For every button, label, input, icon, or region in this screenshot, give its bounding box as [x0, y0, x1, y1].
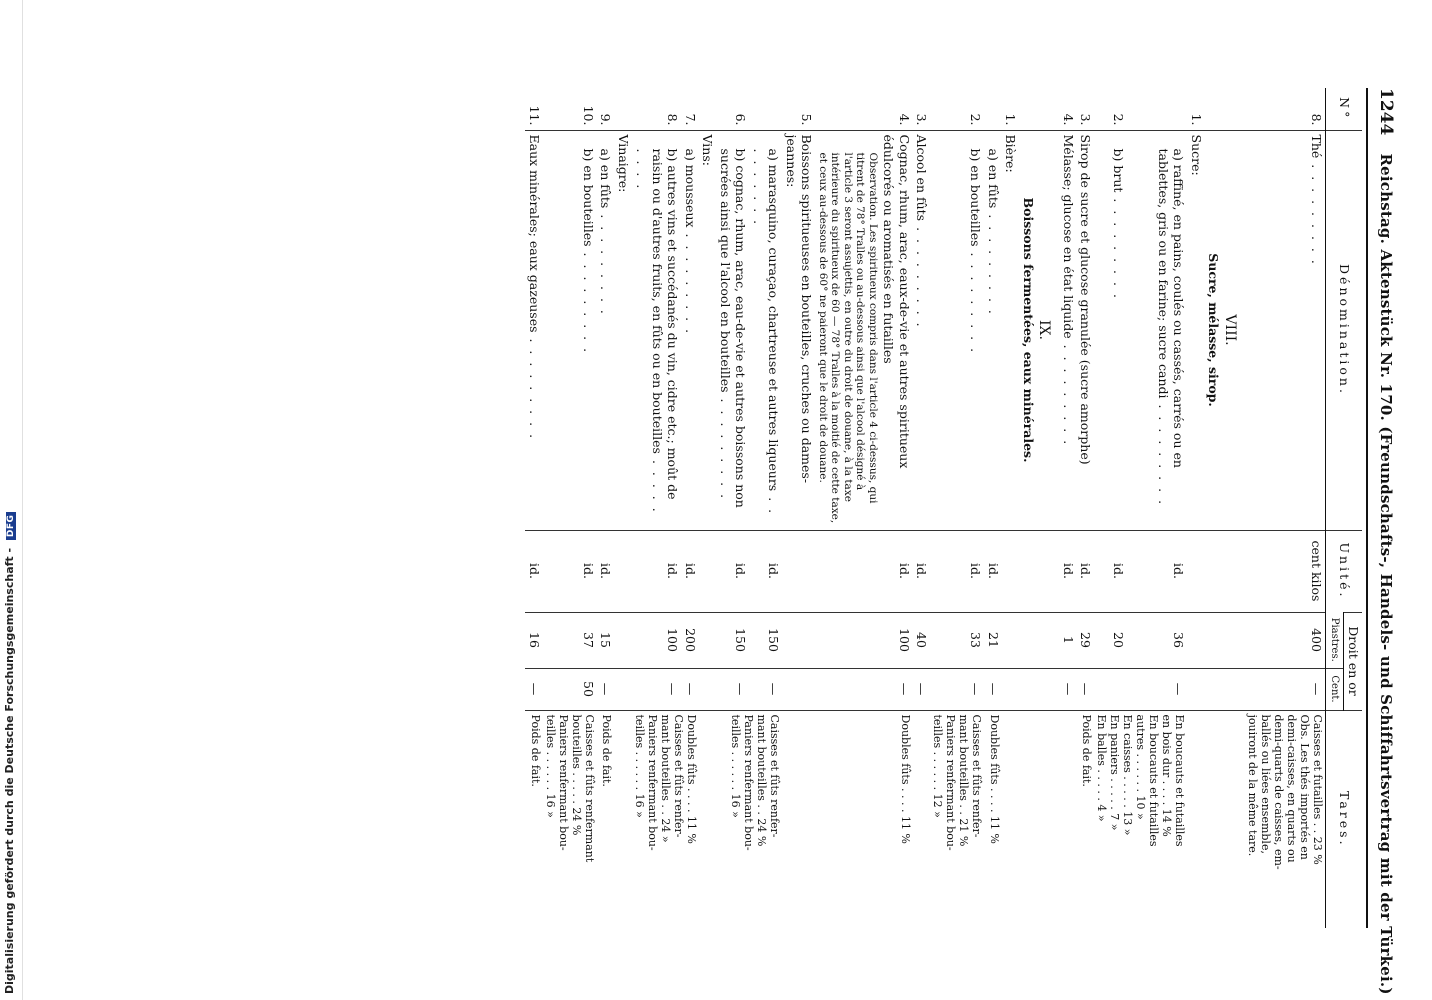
table-row: 1. Sucre:	[1188, 88, 1206, 928]
table-row: 1. Bière:	[1002, 88, 1020, 928]
header-tares: Tares.	[1326, 710, 1363, 928]
section-heading-viii	[1205, 88, 1245, 928]
table-row	[1245, 88, 1326, 928]
table-row: 10. b) en bouteilles . . . id. 37 50 Caisses et fûts renfermant bouteilles . . . . . 24 % Paniers renfermant bou- teilles . . . . . . 16 »	[543, 88, 597, 928]
running-title: Reichstag. Aktenstück Nr. 170. (Freundschafts-, Handels- und Schiffahrtsvertrag mit der Türkei.)	[1377, 153, 1395, 995]
section-heading-ix	[1020, 88, 1060, 928]
table-row: 3. Alcool en fûts . . . id. 40 —	[913, 88, 931, 928]
dfg-credit	[3, 512, 16, 994]
page-header	[1366, 88, 1396, 995]
row-tare: En boucauts et futailles en bois dur . . . . 14 % En boucauts et futailles autres . . . . . . 10 » En caisses . . . . . 13 » En paniers . . . . . 7 » En balles . . . . . 4 »	[1095, 710, 1188, 928]
row-cent: —	[1245, 668, 1326, 710]
row-denomination: a) raffiné, en pains, coulés ou cassés, carrés ou en tablettes, gris ou en farine; sucre candi . . .	[1127, 130, 1188, 530]
credit-text: Digitalisierung gefördert durch die Deutsche Forschungsgemeinschaft -	[3, 547, 16, 994]
header-cent: Cent.	[1326, 668, 1345, 710]
dfg-logo: DFG	[6, 512, 16, 541]
row-number: 8.	[1309, 113, 1324, 126]
observation-row	[816, 88, 881, 928]
table-row: 4. Cognac, rhum, arac, eaux-de-vie et autres spiritueux édulcorés ou aromatisés en futailles id. 100 — Doubles fûts . . . . 11 %	[880, 88, 913, 928]
section-title: IX. Boissons fermentées, eaux minérales.	[1020, 130, 1060, 530]
table-row: 2. b) brut . . . id. 20	[1095, 88, 1127, 928]
header-droit: Droit en or	[1344, 612, 1362, 710]
header-unit: Unité.	[1326, 530, 1363, 612]
table-row: 6. b) cognac, rhum, arac, eau-de-vie et autres boissons non sucrées ainsi que l'alcool en bouteilles . . . id. 150 —	[717, 88, 750, 928]
side-strip	[0, 0, 23, 1000]
header-no: N°	[1326, 88, 1363, 130]
observation-note: Observation. Les spiritueux compris dans l'article 4 ci-dessus, qui titrent de 78° Tralles ou au-dessous ainsi que l'alcool désigné à l'article 3 seront assujettis, en outre du droit de douane, à la taxe intérieure du spiritueux de 60 — 78° Tralles à la moitié de cette taxe, et ceux au-dessous de 60° ne paieront que le droit de douane.	[816, 130, 881, 530]
table-row: 11. Eaux minérales; eaux gazeuses . . . id. 16 — Poids de fait.	[526, 88, 544, 928]
table-row: a) raffiné, en pains, coulés ou cassés, carrés ou en tablettes, gris ou en farine; sucre candi . . . id. 36 — En boucauts et futailles en bois dur . . . . 14 % En boucauts et futailles autres . . . . . . 10 » En caisses . . . . . 13 » En paniers . . . . . 7 » En balles . . . . . 4 »	[1127, 88, 1188, 928]
tariff-table	[526, 88, 1363, 928]
row-unit: cent kilos	[1245, 530, 1326, 612]
page-number: 1244	[1376, 88, 1396, 136]
table-row: 9. a) en fûts . . . id. 15 — Poids de fait.	[597, 88, 615, 928]
table-row: 7. a) mousseux . . . id. 200 — Doubles fûts . . . . 11 % Caisses et fûts renfer- mant bouteilles . . 24 » Paniers renfermant bou- teilles . . . . . . 16 »	[681, 88, 699, 928]
table-row: 5. Boissons spiritueuses en bouteilles, cruches ou dames-jeannes:	[783, 88, 816, 928]
table-row: Vinaigre:	[615, 88, 633, 928]
document-page	[170, 60, 1400, 995]
header-row	[1344, 88, 1362, 928]
section-title: VIII. Sucre, mélasse, sirop.	[1205, 130, 1245, 530]
row-tare: Caisses et futailles . . 23 % Obs. Les thés importés en demi-caisses, en quarts ou demi-quarts de caisses, em- ballés ou liées ensemble, jouiront de la même tare.	[1245, 710, 1326, 928]
header-denomination: Dénomination.	[1326, 130, 1363, 530]
row-piastres: 400	[1245, 612, 1326, 668]
table-row: Vins:	[699, 88, 717, 928]
table-row: 4. Mélasse; glucose en état liquide . . . id. 1 —	[1060, 88, 1078, 928]
row-denomination: Thé . . .	[1245, 130, 1326, 530]
header-piastres: Piastres.	[1326, 612, 1345, 668]
table-row: 8. b) autres vins et succédanés du vin, cidre etc.; moût de raisin ou d'autres fruits, en fûts ou en bouteilles . . . id. 100 —	[632, 88, 681, 928]
table-row: a) en fûts . . . id. 21 — Doubles fûts . . . . 11 %	[985, 88, 1003, 928]
table-row: a) marasquino, curaçao, chartreuse et autres liqueurs . . . id. 150 — Caisses et fûts renfer- mant bouteilles . . 24 % Paniers renfermant bou- teilles . . . . . . 16 »	[750, 88, 783, 928]
table-row: 2. b) en bouteilles . . . id. 33 — Caisses et fûts renfer- mant bouteilles . . 21 % Paniers renfermant bou- teilles . . . . . . 12 »	[931, 88, 985, 928]
table-row: 3. Sirop de sucre et glucose granulée (sucre amorphe) id. 29 — Poids de fait.	[1077, 88, 1095, 928]
